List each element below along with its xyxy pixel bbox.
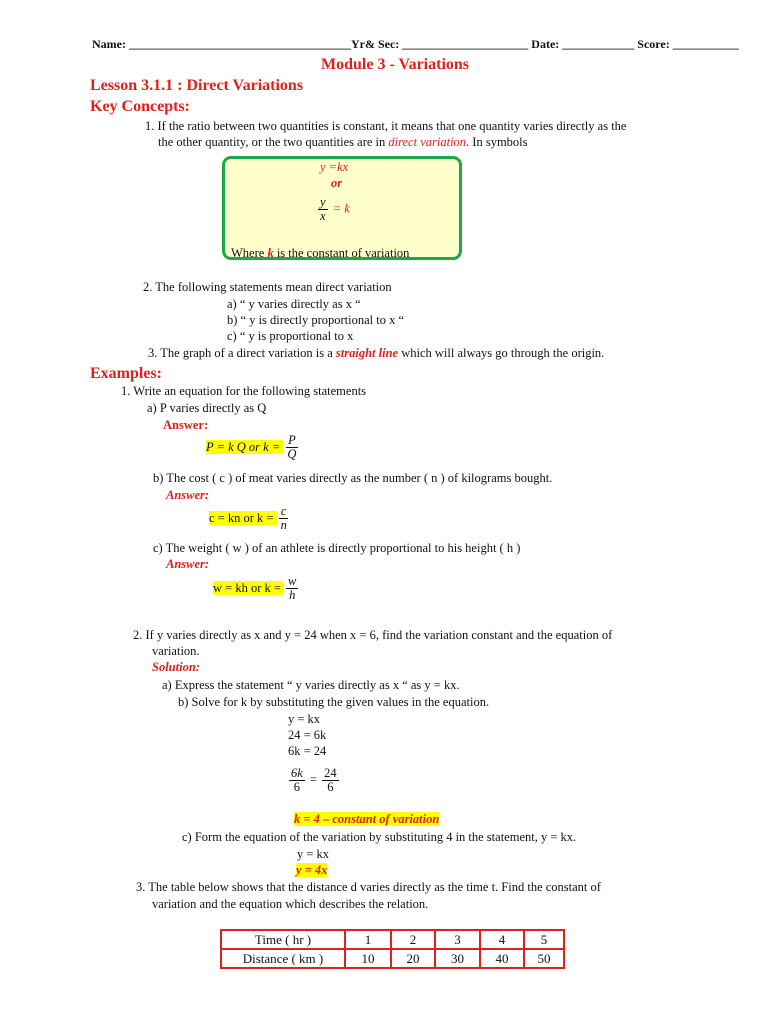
ex2-step-a: a) Express the statement “ y varies directly as x “ as y = kx. [162, 678, 460, 692]
ex2-solution: Solution: [152, 660, 200, 674]
time-distance-table [220, 929, 565, 969]
ex2-s1: y = kx [288, 712, 321, 726]
concept2-a: a) “ y varies directly as x “ [227, 297, 361, 311]
ex2-k-result: k = 4 – constant of variation [294, 812, 440, 826]
table-cell: 2 [391, 930, 435, 949]
table-cell: 3 [435, 930, 480, 949]
ex1-a-answer: Answer: [163, 418, 209, 432]
ex1-c-equation: w = kh or k = $\frac{w}{h}$ [213, 574, 297, 603]
table-cell: 10 [345, 949, 391, 968]
ex2-c2: y = 4x [296, 863, 328, 877]
table-cell: 5 [524, 930, 564, 949]
concept2-c: c) “ y is proportional to x [227, 329, 354, 343]
concept1-line2: the other quantity, or the two quantities are in direct variation. In symbols [158, 135, 528, 149]
ex2-s3: 6k = 24 [288, 744, 327, 758]
ex3-line2: variation and the equation which describes the relation. [152, 897, 429, 911]
table-row [221, 949, 564, 968]
ex2-line1: 2. If y varies directly as x and y = 24 when x = 6, find the variation constant and the equation of [133, 628, 613, 642]
ex1-b-label: b) The cost ( c ) of meat varies directly as the number ( n ) of kilograms bought. [153, 471, 553, 485]
lesson-title: Lesson 3.1.1 : Direct Variations [90, 77, 304, 94]
ex2-s2: 24 = 6k [288, 728, 327, 742]
ex3-line1: 3. The table below shows that the distance d varies directly as the time t. Find the constant of [136, 880, 601, 894]
table-cell: 40 [480, 949, 524, 968]
concept1-line1: 1. If the ratio between two quantities is constant, it means that one quantity varies directly as the [145, 119, 627, 133]
table-header-time: Time ( hr ) [221, 930, 345, 949]
module-title: Module 3 - Variations [321, 56, 470, 73]
concept3: 3. The graph of a direct variation is a straight line which will always go through the origin. [148, 346, 605, 360]
table-cell: 20 [391, 949, 435, 968]
box-or: or [331, 176, 343, 190]
header-fields: Name: _____________________________________Yr& Sec: _____________________ Date: ____________ Score: ___________ [92, 37, 739, 51]
ex1-b-answer: Answer: [166, 488, 210, 502]
table-cell: 50 [524, 949, 564, 968]
ex2-fraction-equation: $\frac{6k}{6}$ = $\frac{24}{6}$ [291, 766, 337, 795]
box-eq1: y =kx [320, 160, 349, 174]
table-cell: 4 [480, 930, 524, 949]
ex1-a-equation: P = k Q or k = $\frac{P}{Q}$ [206, 433, 297, 462]
ex1-title: 1. Write an equation for the following statements [121, 384, 367, 398]
box-eq2: $\frac{y}{x}$ = k [320, 195, 350, 224]
key-concepts-title: Key Concepts: [90, 98, 190, 115]
ex2-step-c: c) Form the equation of the variation by substituting 4 in the statement, y = kx. [182, 830, 577, 844]
table-header-distance: Distance ( km ) [221, 949, 345, 968]
concept2-b: b) “ y is directly proportional to x “ [227, 313, 405, 327]
ex2-line2: variation. [152, 644, 200, 658]
table-cell: 30 [435, 949, 480, 968]
ex2-step-b: b) Solve for k by substituting the given values in the equation. [178, 695, 490, 709]
ex2-c1: y = kx [297, 847, 330, 861]
ex1-c-answer: Answer: [166, 557, 210, 571]
ex1-a-label: a) P varies directly as Q [147, 401, 267, 415]
ex1-b-equation: c = kn or k = $\frac{c}{n}$ [209, 504, 287, 533]
concept2-title: 2. The following statements mean direct variation [143, 280, 392, 294]
ex1-c-label: c) The weight ( w ) of an athlete is directly proportional to his height ( h ) [153, 541, 521, 555]
box-where: Where k is the constant of variation [231, 246, 410, 260]
examples-title: Examples: [90, 365, 162, 382]
table-row [221, 930, 564, 949]
table-cell: 1 [345, 930, 391, 949]
